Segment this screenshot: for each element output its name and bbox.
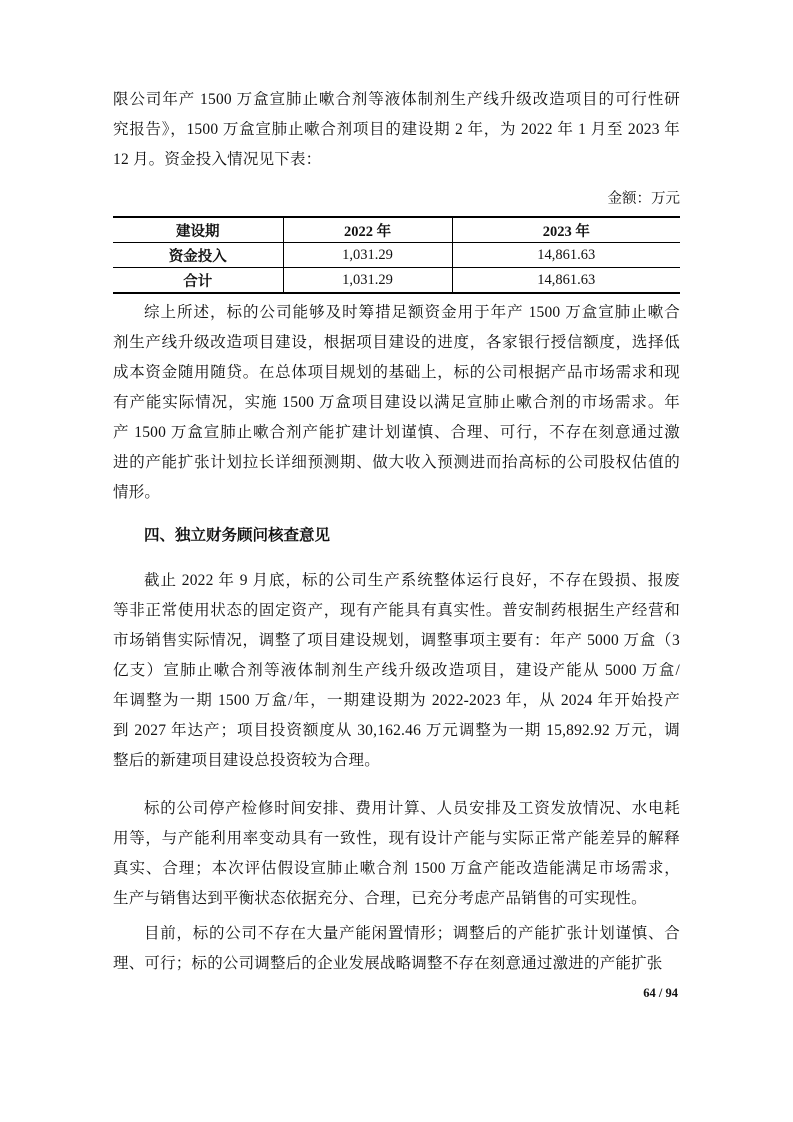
- table-header-row: [113, 217, 680, 243]
- text-line: 究报告》，1500 万盒宣肺止嗽合剂项目的建设期 2 年，为 2022 年 1 月至 2023 年: [113, 121, 680, 138]
- text-line: 截止 2022 年 9 月底，标的公司生产系统整体运行良好，不存在毁损、报废: [144, 572, 680, 589]
- table-cell-value: 1,031.29: [283, 268, 452, 294]
- text-line: 限公司年产 1500 万盒宣肺止嗽合剂等液体制剂生产线升级改造项目的可行性研: [113, 91, 680, 108]
- table-cell-value: 14,861.63: [452, 243, 680, 268]
- page-number: 64 / 94: [643, 986, 678, 1000]
- text-line: 整后的新建项目建设总投资较为合理。: [113, 752, 380, 769]
- text-line: 12 月。资金投入情况见下表：: [113, 151, 322, 168]
- text-line: 情形。: [113, 484, 161, 501]
- text-line: 生产与销售达到平衡状态依据充分、合理，已充分考虑产品销售的可实现性。: [113, 890, 647, 907]
- text-line: 目前，标的公司不存在大量产能闲置情形；调整后的产能扩张计划谨慎、合: [144, 925, 680, 942]
- text-line: 进的产能扩张计划拉长详细预测期、做大收入预测进而抬高标的公司股权估值的: [113, 454, 680, 471]
- text-line: 理、可行；标的公司调整后的企业发展战略调整不存在刻意通过激进的产能扩张: [113, 955, 663, 972]
- table-cell-row-label: 资金投入: [168, 248, 227, 265]
- text-line: 产 1500 万盒宣肺止嗽合剂产能扩建计划谨慎、合理、可行，不存在刻意通过激: [113, 424, 680, 441]
- text-line: 成本资金随用随贷。在总体项目规划的基础上，标的公司根据产品市场需求和现: [113, 364, 680, 381]
- table-header-cell-period: 建设期: [176, 223, 220, 240]
- amount-unit-note: 金额：万元: [607, 191, 680, 207]
- body-paragraph: [113, 298, 680, 508]
- text-line: 标的公司停产检修时间安排、费用计算、人员安排及工资发放情况、水电耗: [144, 800, 680, 817]
- capital-investment-table: [113, 216, 680, 294]
- table-row-capital-investment: [113, 243, 680, 268]
- text-line: 综上所述，标的公司能够及时筹措足额资金用于年产 1500 万盒宣肺止嗽合: [144, 304, 680, 321]
- text-line: 年调整为一期 1500 万盒/年，一期建设期为 2022-2023 年，从 2024 年开始投产: [113, 692, 680, 709]
- text-line: 市场销售实际情况，调整了项目建设规划，调整事项主要有：年产 5000 万盒（3: [113, 632, 680, 649]
- page-content: [113, 0, 680, 979]
- section-heading: 四、独立财务顾问核查意见: [144, 527, 331, 544]
- body-paragraph: [113, 794, 680, 914]
- table-header-cell-2023: 2023 年: [452, 217, 680, 243]
- body-paragraph: [113, 566, 680, 776]
- text-line: 剂生产线升级改造项目建设，根据项目建设的进度，各家银行授信额度，选择低: [113, 334, 680, 351]
- text-line: 到 2027 年达产；项目投资额度从 30,162.46 万元调整为一期 15,892.92 万元，调: [113, 722, 680, 739]
- body-paragraph: [113, 919, 680, 979]
- table-row-total: [113, 268, 680, 294]
- table-header-cell-2022: 2022 年: [283, 217, 452, 243]
- text-line: 真实、合理；本次评估假设宣肺止嗽合剂 1500 万盒产能改造能满足市场需求，: [113, 860, 680, 877]
- body-paragraph-continued: [113, 85, 680, 175]
- table-cell-row-label: 合计: [183, 273, 213, 290]
- table-cell-value: 14,861.63: [452, 268, 680, 294]
- text-line: 等非正常使用状态的固定资产，现有产能具有真实性。普安制药根据生产经营和: [113, 602, 680, 619]
- text-line: 有产能实际情况，实施 1500 万盒项目建设以满足宣肺止嗽合剂的市场需求。年: [113, 394, 680, 411]
- table-cell-value: 1,031.29: [283, 243, 452, 268]
- text-line: 用等，与产能利用率变动具有一致性，现有设计产能与实际正常产能差异的解释: [113, 830, 680, 847]
- text-line: 亿支）宣肺止嗽合剂等液体制剂生产线升级改造项目，建设产能从 5000 万盒/: [113, 662, 680, 679]
